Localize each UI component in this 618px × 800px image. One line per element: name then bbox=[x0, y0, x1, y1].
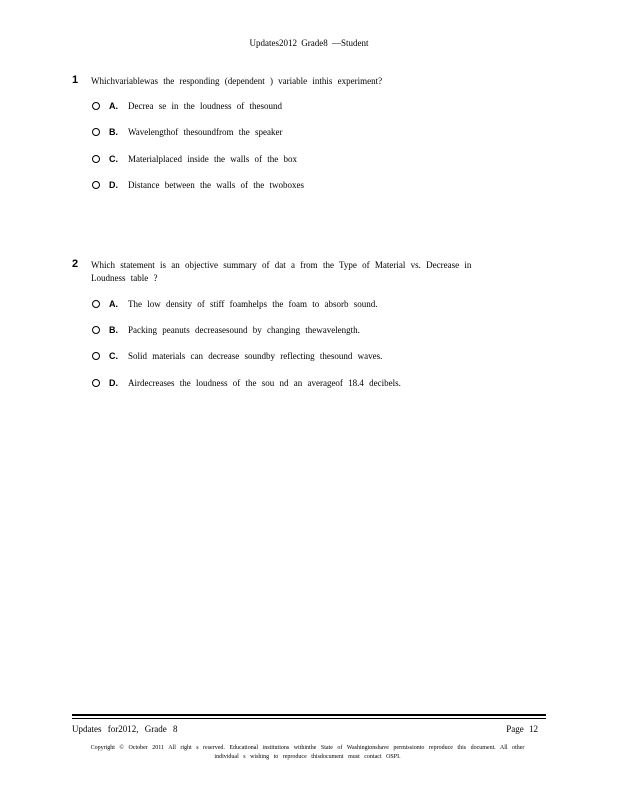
option-letter: B. bbox=[109, 325, 118, 335]
option-text: Decrea se in the loudness of thesound bbox=[128, 101, 282, 111]
q2-option-c[interactable] bbox=[92, 351, 382, 363]
q1-option-b[interactable] bbox=[92, 127, 282, 139]
option-letter: D. bbox=[109, 180, 118, 190]
footer-divider-thin bbox=[72, 718, 546, 719]
option-text: The low density of stiff foamhelps the foam to absorb sound. bbox=[128, 299, 378, 309]
question-text: Whichvariablewas the responding (dependent ) variable inthis experiment? bbox=[91, 76, 383, 86]
question-number: 1 bbox=[72, 74, 79, 86]
page-number: Page 12 bbox=[506, 724, 538, 734]
radio-button[interactable] bbox=[92, 155, 100, 163]
question-number: 2 bbox=[72, 258, 79, 270]
q1-option-a[interactable] bbox=[92, 101, 282, 113]
q2-option-a[interactable] bbox=[92, 299, 378, 311]
option-letter: C. bbox=[109, 351, 118, 361]
q2-option-b[interactable] bbox=[92, 325, 360, 337]
option-text: Distance between the walls of the twoboxes bbox=[128, 180, 304, 190]
radio-button[interactable] bbox=[92, 102, 100, 110]
q1-option-c[interactable] bbox=[92, 154, 297, 166]
option-letter: A. bbox=[109, 299, 118, 309]
option-letter: A. bbox=[109, 101, 118, 111]
option-letter: B. bbox=[109, 127, 118, 137]
option-letter: C. bbox=[109, 154, 118, 164]
q1-option-d[interactable] bbox=[92, 180, 304, 192]
footer-divider bbox=[72, 714, 546, 716]
option-text: Wavelengthof thesoundfrom the speaker bbox=[128, 127, 283, 137]
option-letter: D. bbox=[109, 378, 118, 388]
question-text: Which statement is an objective summary of dat a from the Type of Material vs. Decrease in Loudness table ? bbox=[91, 260, 472, 283]
option-text: Airdecreases the loudness of the sou nd an averageof 18.4 decibels. bbox=[128, 378, 401, 388]
radio-button[interactable] bbox=[92, 352, 100, 360]
q2-option-d[interactable] bbox=[92, 378, 401, 390]
copyright-notice: Copyright © October 2011 All right s reserved. Educational institutions withinthe State of Washingtonshave permissionto reproduce this document. All other individual s wishing to reproduce thisdocument must contact OSPI. bbox=[90, 745, 525, 760]
radio-button[interactable] bbox=[92, 300, 100, 308]
radio-button[interactable] bbox=[92, 181, 100, 189]
option-text: Materialplaced inside the walls of the box bbox=[128, 154, 297, 164]
radio-button[interactable] bbox=[92, 379, 100, 387]
option-text: Solid materials can decrease soundby reflecting thesound waves. bbox=[128, 351, 383, 361]
radio-button[interactable] bbox=[92, 128, 100, 136]
page-header: Updates2012 Grade8 —Student bbox=[249, 38, 369, 48]
footer-title: Updates for2012, Grade 8 bbox=[72, 724, 178, 734]
radio-button[interactable] bbox=[92, 326, 100, 334]
option-text: Packing peanuts decreasesound by changing thewavelength. bbox=[128, 325, 360, 335]
